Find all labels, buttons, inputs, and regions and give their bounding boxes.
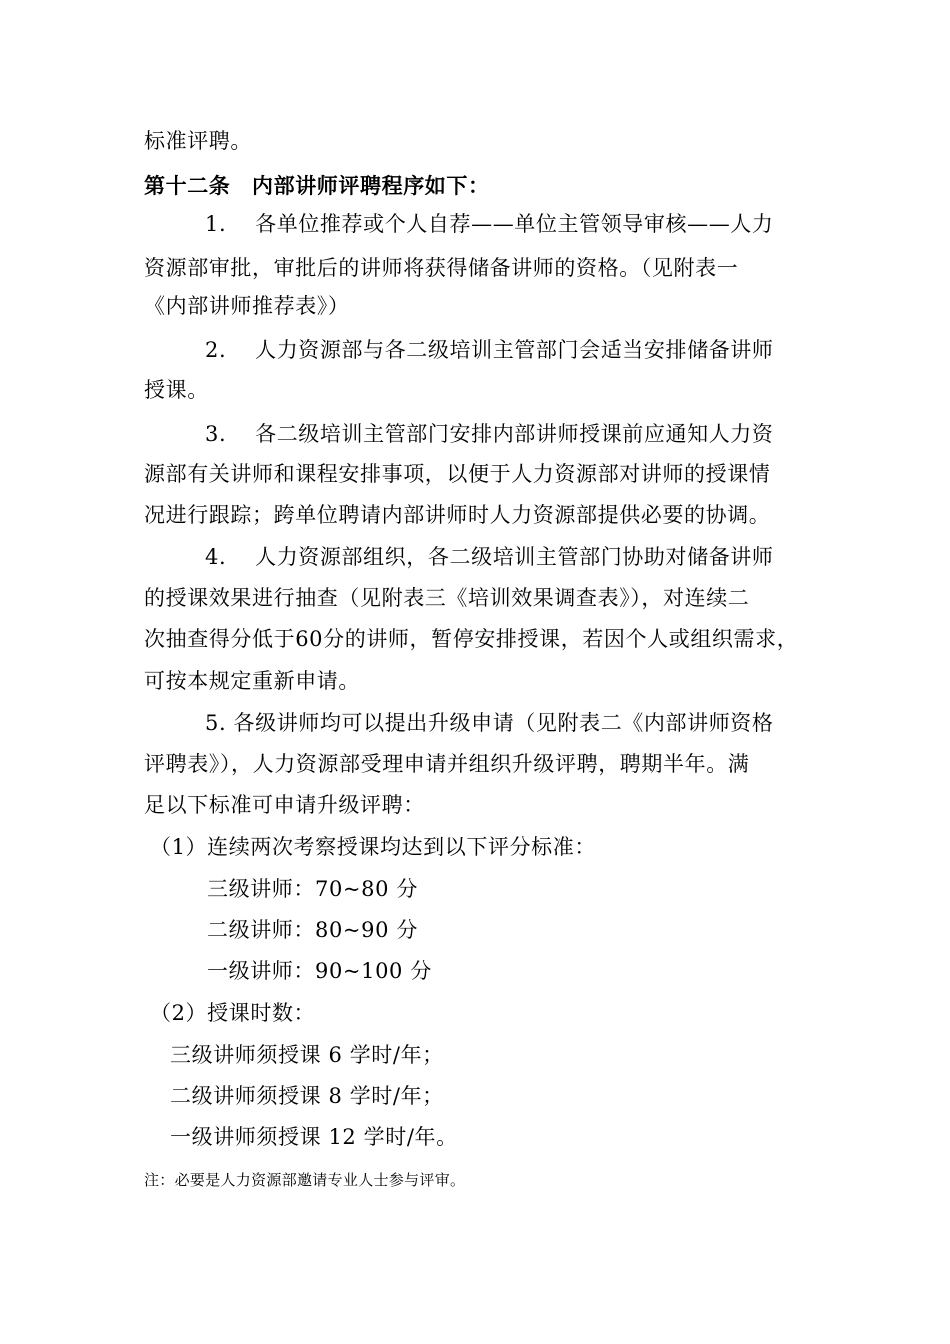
- text-line: 评聘表》），人力资源部受理申请并组织升级评聘，聘期半年。满: [144, 752, 750, 776]
- text-line: 标准评聘。: [144, 129, 252, 153]
- text-line: 二级讲师须授课 8 学时/年；: [170, 1084, 444, 1108]
- text-line: （2）授课时数：: [150, 1001, 316, 1025]
- text-line: 授课。: [144, 378, 209, 402]
- text-line: 2. 人力资源部与各二级培训主管部门会适当安排储备讲师: [205, 338, 774, 362]
- text-line: 可按本规定重新申请。: [144, 669, 360, 693]
- text-line: 次抽查得分低于60分的讲师，暂停安排授课，若因个人或组织需求，: [144, 627, 799, 651]
- text-line: 资源部审批，审批后的讲师将获得储备讲师的资格。（见附表一: [144, 256, 739, 280]
- text-line: 1. 各单位推荐或个人自荐——单位主管领导审核——人力: [205, 212, 774, 236]
- text-line: 源部有关讲师和课程安排事项，以便于人力资源部对讲师的授课情: [144, 462, 771, 486]
- text-line: 3. 各二级培训主管部门安排内部讲师授课前应通知人力资: [205, 422, 774, 446]
- text-line: 《内部讲师推荐表》）: [144, 294, 350, 318]
- text-line: 况进行跟踪；跨单位聘请内部讲师时人力资源部提供必要的协调。: [144, 503, 771, 527]
- text-line: （1）连续两次考察授课均达到以下评分标准：: [150, 835, 596, 859]
- text-line: 5. 各级讲师均可以提出升级申请（见附表二《内部讲师资格: [205, 711, 774, 735]
- text-line: 二级讲师：80~90 分: [207, 918, 418, 942]
- text-line: 一级讲师：90~100 分: [207, 959, 432, 983]
- text-line: 足以下标准可申请升级评聘：: [144, 793, 425, 817]
- footnote: 注：必要是人力资源部邀请专业人士参与评审。: [144, 1171, 466, 1189]
- text-line: 4. 人力资源部组织，各二级培训主管部门协助对储备讲师: [205, 545, 774, 569]
- text-line: 三级讲师须授课 6 学时/年；: [170, 1043, 444, 1067]
- text-line: 三级讲师：70~80 分: [207, 877, 418, 901]
- article-heading: 第十二条 内部讲师评聘程序如下：: [144, 173, 490, 198]
- text-line: 的授课效果进行抽查（见附表三《培训效果调查表》），对连续二: [144, 586, 750, 610]
- text-line: 一级讲师须授课 12 学时/年。: [170, 1125, 458, 1149]
